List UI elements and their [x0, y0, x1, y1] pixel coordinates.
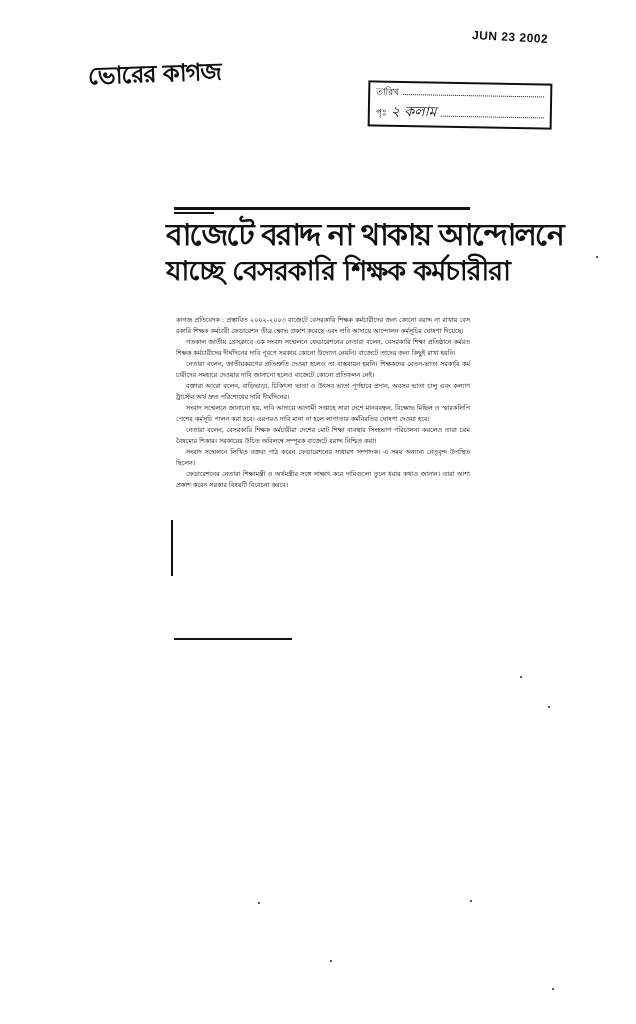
article-paragraph: কাগজ প্রতিবেদক : প্রস্তাবিত ২০০২-২০০৩ বাজেটে বেসরকারি শিক্ষক কর্মচারীদের জন্য কোনো বরাদ্দ না রাখায় বেসরকারি শিক্ষক কর্মচারী ফেডারেশন তীব্র ক্ষোভ প্রকাশ করেছে এবং দাবি আদায়ে আন্দোলন কর্মসূচির ঘোষণা দিয়েছে।	[176, 316, 470, 335]
tag-page-dots	[440, 108, 544, 119]
article-headline	[166, 217, 563, 288]
article-paragraph: বক্তারা আরো বলেন, বাড়িভাড়া, চিকিৎসা ভাতা ও উৎসব ভাতা পূর্ণহারে প্রদান, অবসর ভাতা চালু এবং কল্যাণ ট্রাস্টের অর্থ দ্রুত পরিশোধের দাবি দীর্ঘদিনের।	[176, 382, 470, 401]
article-paragraph: গতকাল জাতীয় প্রেসক্লাবে এক সংবাদ সম্মেলনে ফেডারেশনের নেতারা বলেন, বেসরকারি শিক্ষা প্রতিষ্ঠানে কর্মরত শিক্ষক কর্মচারীদের দীর্ঘদিনের দাবি পূরণে সরকার কোনো উদ্যোগ নেয়নি। বাজেটে তাদের জন্য কিছুই রাখা হয়নি।	[176, 338, 470, 357]
tag-handwritten-note: ২ কলাম	[390, 103, 437, 121]
margin-mark	[171, 520, 173, 576]
scan-speck	[552, 988, 554, 990]
tag-date-label: তারিখ	[376, 87, 400, 98]
clipping-bottom-rule	[174, 638, 292, 640]
tag-page-row	[376, 100, 544, 127]
headline-line-2: যাচ্ছে বেসরকারি শিক্ষক কর্মচারীরা	[166, 255, 510, 287]
article-paragraph: ফেডারেশনের নেতারা শিক্ষামন্ত্রী ও অর্থমন্ত্রীর সঙ্গে সাক্ষাৎ করে দাবিগুলো তুলে ধরার কথাও জানান। তারা আশা প্রকাশ করেন সরকার বিষয়টি বিবেচনা করবে।	[176, 470, 470, 489]
tag-page-label: পৃঃ	[375, 108, 387, 119]
article-paragraph: সংবাদ সম্মেলনে লিখিত বক্তব্য পাঠ করেন ফেডারেশনের সাধারণ সম্পাদক। এ সময় অন্যান্য নেতৃবৃন্দ উপস্থিত ছিলেন।	[176, 448, 470, 467]
article-paragraph: নেতারা বলেন, জাতীয়করণের প্রতিশ্রুতি দেওয়া হলেও তা বাস্তবায়ন হয়নি। শিক্ষকদের বেতন-ভাতা সরকারি কর্মচারীদের সমহারে দেওয়ার দাবি জানানো হলেও বাজেটে কোনো প্রতিফলন নেই।	[176, 360, 470, 379]
tag-date-dots	[403, 86, 544, 97]
article-paragraph: সংবাদ সম্মেলনে জানানো হয়, দাবি আদায়ে আগামী সপ্তাহে সারা দেশে মানববন্ধন, বিক্ষোভ মিছিল ও স্মারকলিপি পেশের কর্মসূচি পালন করা হবে। এরপরও দাবি মানা না হলে লাগাতার কর্মবিরতির ঘোষণা দেওয়া হবে।	[176, 404, 470, 423]
scan-speck	[258, 902, 260, 904]
scan-speck	[548, 706, 550, 708]
scan-speck	[470, 900, 472, 902]
article-paragraph: নেতারা বলেন, বেসরকারি শিক্ষক কর্মচারীরা দেশের মোট শিক্ষা ব্যবস্থার সিংহভাগ পরিচালনা করলেও তারা চরম বৈষম্যের শিকার। সরকারের উচিত অবিলম্বে সম্পূরক বাজেটে বরাদ্দ নিশ্চিত করা।	[176, 426, 470, 445]
headline-line-1: বাজেটে বরাদ্দ না থাকায় আন্দোলনে	[166, 218, 563, 253]
clipping-top-dash	[174, 212, 214, 214]
received-date-stamp: JUN 23 2002	[471, 28, 549, 46]
article-body	[176, 315, 470, 491]
clipping-top-rule	[174, 207, 470, 210]
newspaper-masthead: ভোরের কাগজ	[87, 56, 222, 91]
scan-speck	[520, 676, 522, 678]
scan-speck	[330, 960, 332, 962]
scan-speck	[596, 256, 598, 258]
file-tag-box	[368, 80, 553, 129]
